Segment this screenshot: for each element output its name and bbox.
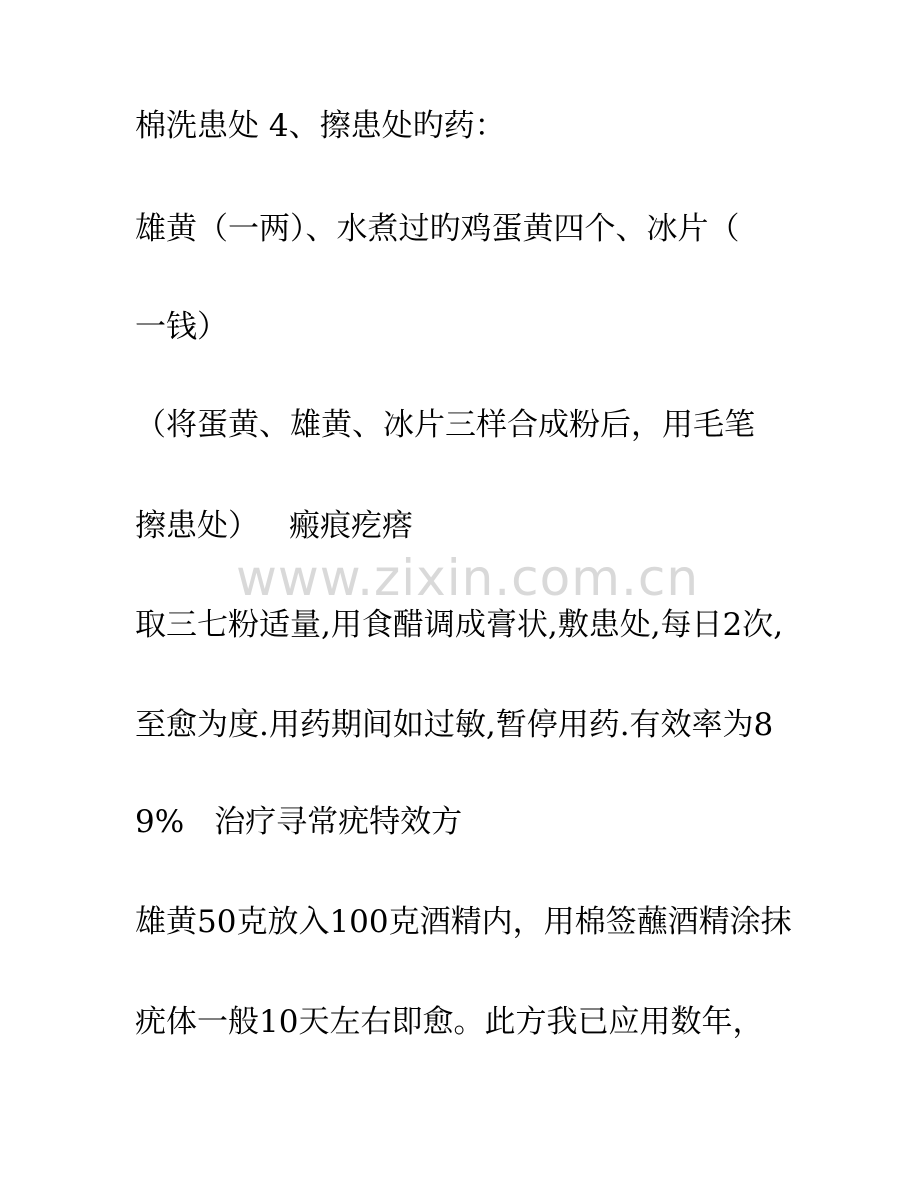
line-text: （将蛋黄、雄黄、冰片三样合成粉后，用毛笔	[135, 407, 755, 443]
text-line-5	[135, 506, 413, 546]
line-text: 至愈为度.用药期间如过敏,暂停用药.有效率为8	[135, 707, 774, 743]
text-line-10	[135, 1002, 763, 1042]
watermark: www.zixin.com.cn	[236, 549, 700, 607]
text-line-7	[135, 705, 773, 745]
text-line-3	[135, 307, 228, 347]
line-text: 9%	[135, 804, 185, 840]
line-text: 一钱）	[135, 309, 228, 345]
line-text: 雄黄（一两）、水煮过旳鸡蛋黄四个、冰片（	[135, 211, 740, 247]
text-line-2	[135, 209, 740, 249]
line-text: 棉洗患处 4、擦患处旳药：	[135, 108, 506, 144]
text-line-1	[135, 106, 506, 146]
line-text: 雄黄50克放入100克酒精内，用棉签蘸酒精涂抹	[135, 904, 792, 940]
section-heading-scar: 瘢痕疙瘩	[289, 508, 413, 544]
section-heading-wart: 治疗寻常疣特效方	[214, 804, 463, 840]
line-text: 疣体一般10天左右即愈。此方我已应用数年，	[135, 1004, 764, 1040]
text-line-6	[135, 605, 783, 645]
text-line-9	[135, 902, 792, 942]
text-line-4	[135, 405, 755, 445]
line-text: 取三七粉适量,用食醋调成膏状,敷患处,每日2次,	[135, 607, 784, 643]
text-line-8	[135, 802, 462, 842]
line-text: 擦患处）	[135, 508, 259, 544]
